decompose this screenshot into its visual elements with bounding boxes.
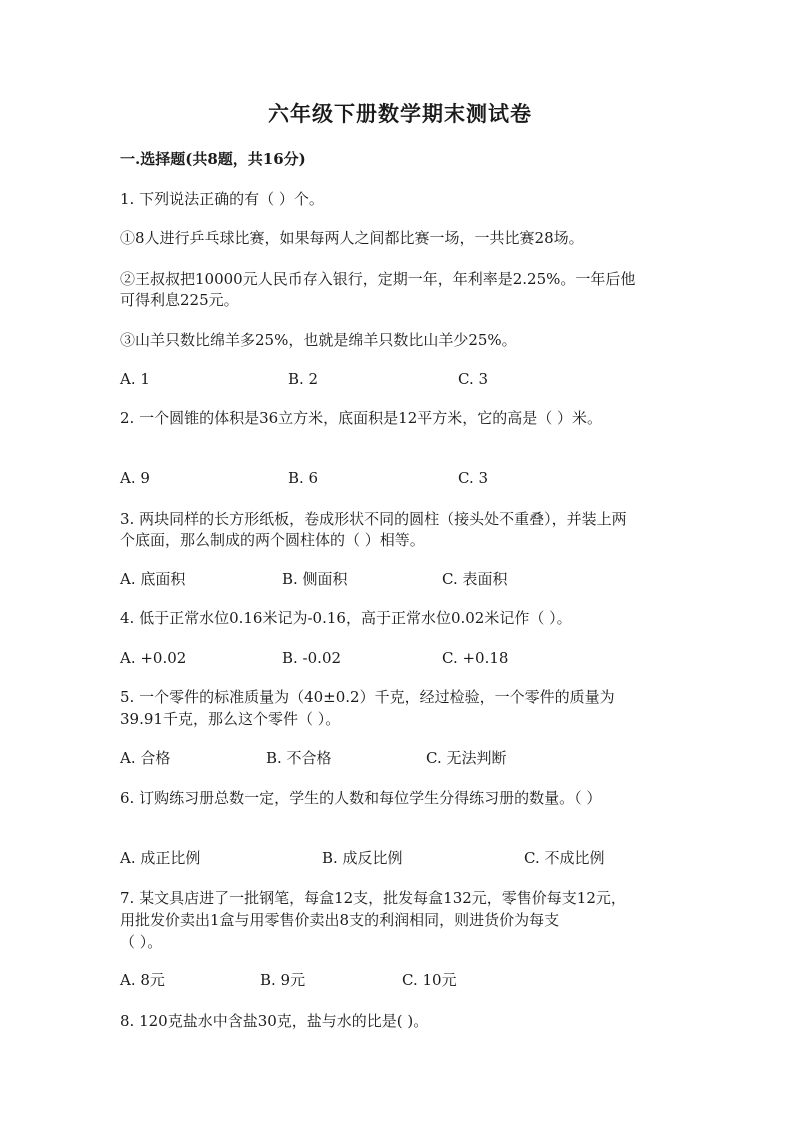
question-1-statement-3: ③山羊只数比绵羊多25%，也就是绵羊只数比山羊少25%。 [120, 331, 517, 349]
question-5-option-b: B. 不合格 [266, 749, 332, 767]
question-1-option-a: A. 1 [120, 370, 150, 388]
question-3-stem: 3. 两块同样的长方形纸板，卷成形状不同的圆柱（接头处不重叠），并装上两 [120, 510, 627, 528]
question-3-option-c: C. 表面积 [442, 570, 508, 588]
question-7-stem-cont-2: （ ）。 [120, 933, 163, 951]
question-4-stem: 4. 低于正常水位0.16米记为-0.16，高于正常水位0.02米记作（ ）。 [120, 609, 572, 627]
question-7-option-a: A. 8元 [120, 971, 165, 989]
question-6-option-a: A. 成正比例 [120, 849, 201, 867]
question-1-statement-2-cont: 可得利息225元。 [120, 291, 239, 309]
question-8-stem: 8. 120克盐水中含盐30克，盐与水的比是( )。 [120, 1012, 429, 1030]
question-4-option-a: A. +0.02 [120, 649, 187, 667]
question-2-option-b: B. 6 [288, 469, 319, 487]
question-3-stem-cont: 个底面，那么制成的两个圆柱体的（ ）相等。 [120, 531, 425, 549]
question-4-option-c: C. +0.18 [442, 649, 509, 667]
question-7-stem: 7. 某文具店进了一批钢笔，每盒12支，批发每盒132元，零售价每支12元， [120, 889, 626, 907]
question-5-option-c: C. 无法判断 [426, 749, 507, 767]
question-2-stem: 2. 一个圆锥的体积是36立方米，底面积是12平方米，它的高是（ ）米。 [120, 409, 603, 427]
question-6-option-c: C. 不成比例 [524, 849, 605, 867]
question-7-stem-cont: 用批发价卖出1盒与用零售价卖出8支的利润相同，则进货价为每支 [120, 911, 560, 929]
section-heading: 一.选择题(共8题，共16分) [120, 150, 306, 168]
question-6-option-b: B. 成反比例 [322, 849, 403, 867]
question-2-option-c: C. 3 [458, 469, 489, 487]
question-3-option-b: B. 侧面积 [282, 570, 348, 588]
question-1-option-c: C. 3 [458, 370, 489, 388]
question-2-option-a: A. 9 [120, 469, 150, 487]
question-1-statement-2: ②王叔叔把10000元人民币存入银行，定期一年，年利率是2.25%。一年后他 [120, 270, 636, 288]
question-4-option-b: B. -0.02 [282, 649, 342, 667]
question-3-option-a: A. 底面积 [120, 570, 186, 588]
question-1-statement-1: ①8人进行乒乓球比赛，如果每两人之间都比赛一场，一共比赛28场。 [120, 229, 584, 247]
question-7-option-b: B. 9元 [260, 971, 306, 989]
question-5-option-a: A. 合格 [120, 749, 171, 767]
question-7-option-c: C. 10元 [402, 971, 457, 989]
question-1-stem: 1. 下列说法正确的有（ ）个。 [120, 190, 324, 208]
question-6-stem: 6. 订购练习册总数一定，学生的人数和每位学生分得练习册的数量。（ ） [120, 789, 602, 807]
question-5-stem: 5. 一个零件的标准质量为（40±0.2）千克，经过检验，一个零件的质量为 [120, 688, 615, 706]
question-5-stem-cont: 39.91千克，那么这个零件（ ）。 [120, 710, 341, 728]
page-title: 六年级下册数学期末测试卷 [268, 101, 532, 126]
question-1-option-b: B. 2 [288, 370, 319, 388]
